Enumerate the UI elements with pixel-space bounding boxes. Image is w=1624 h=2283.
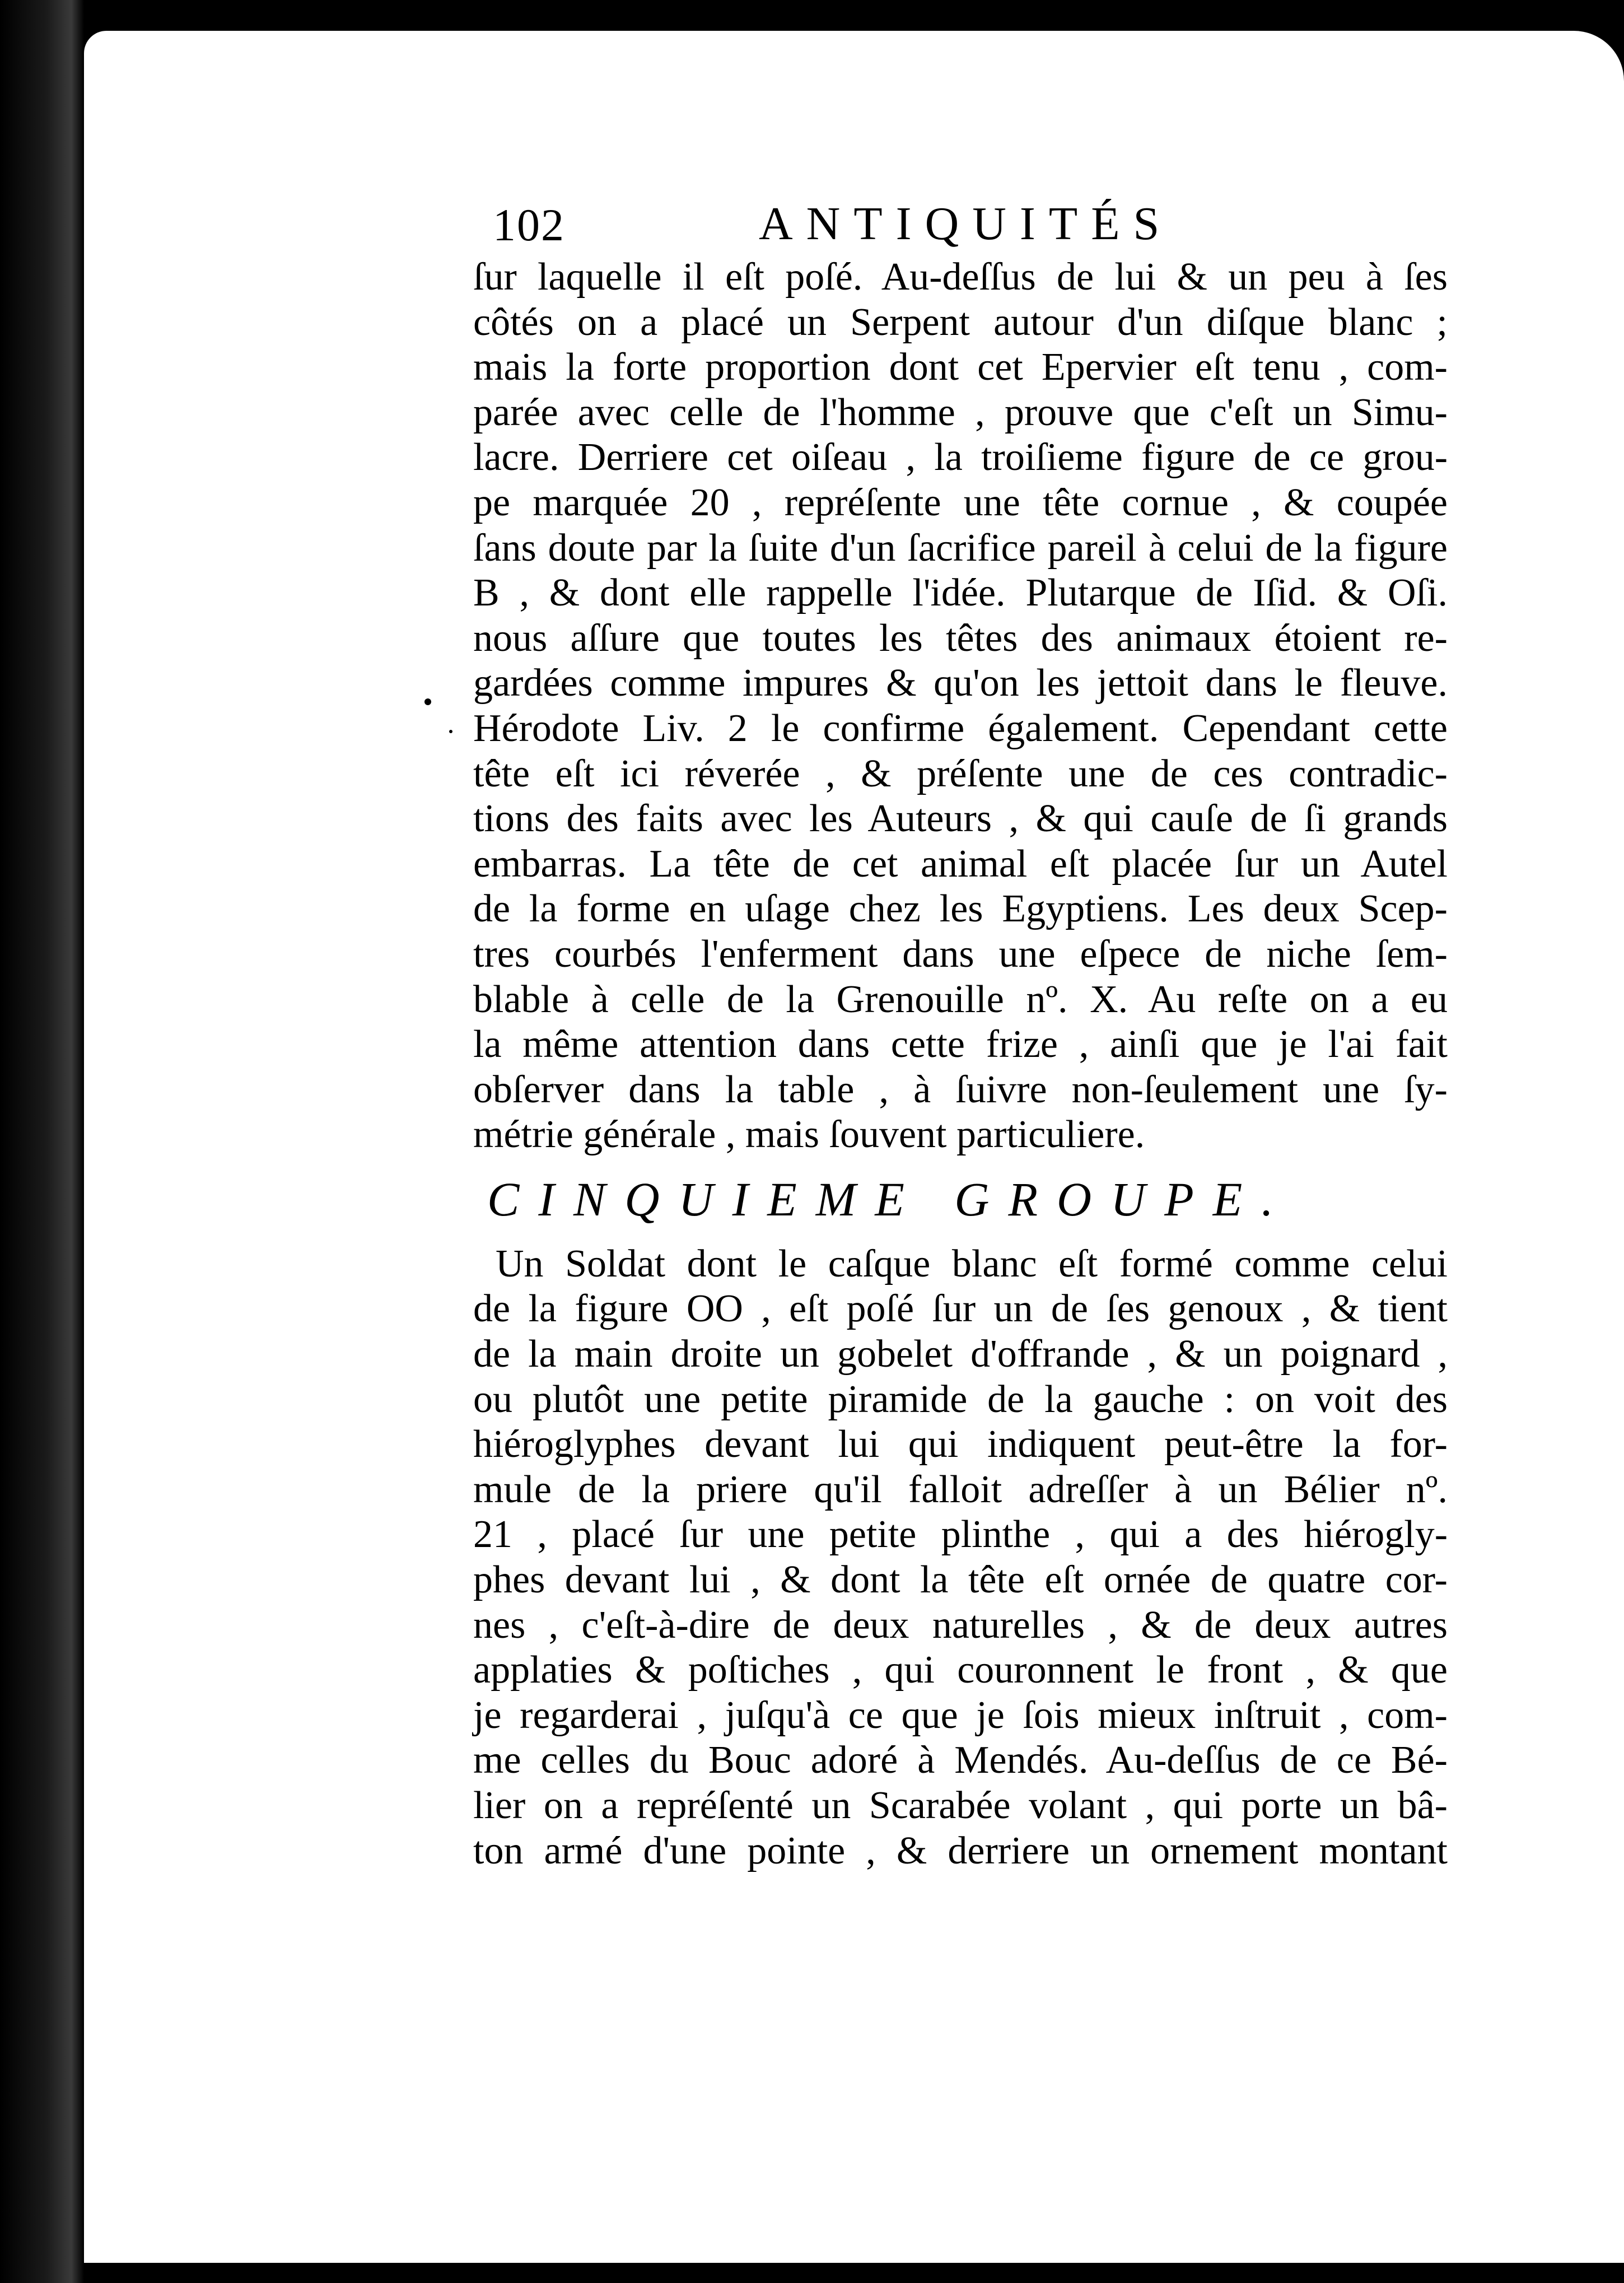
text-line: mais la forte proportion dont cet Epervier eſt tenu , com-	[473, 346, 1448, 389]
text-line: de la forme en uſage chez les Egyptiens. Les deux Scep-	[473, 887, 1448, 931]
text-line: mule de la priere qu'il falloit adreſſer à un Bélier nº.	[473, 1467, 1448, 1511]
text-line: de la figure OO , eſt poſé ſur un de ſes genoux , & tient	[473, 1287, 1448, 1331]
text-line: ſans doute par la ſuite d'un ſacrifice pareil à celui de la figure	[473, 526, 1448, 570]
text-line: B , & dont elle rappelle l'idée. Plutarque de Iſid. & Oſi.	[473, 571, 1448, 615]
text-line: je regarderai , juſqu'à ce que je ſois mieux inſtruit , com-	[473, 1693, 1448, 1737]
text-line: la même attention dans cette frize , ainſi que je l'ai fait	[473, 1023, 1448, 1066]
text-line: phes devant lui , & dont la tête eſt ornée de quatre cor-	[473, 1558, 1448, 1602]
text-line: Un Soldat dont le caſque blanc eſt formé comme celui	[496, 1242, 1448, 1285]
text-line: de la main droite un gobelet d'offrande , & un poignard ,	[473, 1332, 1448, 1376]
text-line: 21 , placé ſur une petite plinthe , qui a des hiérogly-	[473, 1513, 1448, 1557]
text-line: Hérodote Liv. 2 le confirme également. Cependant cette	[473, 706, 1448, 750]
text-line: embarras. La tête de cet animal eſt placée ſur un Autel	[473, 842, 1448, 886]
section-title: CINQUIEME GROUPE.	[487, 1172, 1292, 1226]
page-number: 102	[493, 199, 565, 250]
text-line: métrie générale , mais ſouvent particuliere.	[473, 1113, 1145, 1157]
text-line: nous aſſure que toutes les têtes des animaux étoient re-	[473, 616, 1448, 660]
text-line: côtés on a placé un Serpent autour d'un diſque blanc ;	[473, 300, 1448, 344]
text-line: blable à celle de la Grenouille nº. X. Au reſte on a eu	[473, 977, 1448, 1021]
text-line: pe marquée 20 , repréſente une tête cornue , & coupée	[473, 481, 1448, 524]
text-line: tions des faits avec les Auteurs , & qui cauſe de ſi grands	[473, 797, 1448, 841]
text-line: lacre. Derriere cet oiſeau , la troiſieme figure de ce grou-	[473, 436, 1448, 479]
text-line: nes , c'eſt-à-dire de deux naturelles , & de deux autres	[473, 1603, 1448, 1647]
running-head: ANTIQUITÉS	[759, 198, 1173, 250]
text-line: obſerver dans la table , à ſuivre non-ſeulement une ſy-	[473, 1068, 1448, 1111]
page-header	[493, 199, 1456, 260]
paragraph-1	[473, 255, 1448, 1158]
text-line: tête eſt ici réverée , & préſente une de ces contradic-	[473, 752, 1448, 795]
text-line: ſur laquelle il eſt poſé. Au-deſſus de lui & un peu à ſes	[473, 255, 1448, 299]
margin-mark	[449, 730, 452, 733]
text-line: tres courbés l'enferment dans une eſpece de niche ſem-	[473, 932, 1448, 976]
text-line: parée avec celle de l'homme , prouve que c'eſt un Simu-	[473, 390, 1448, 434]
text-line: ton armé d'une pointe , & derriere un ornement montant	[473, 1829, 1448, 1872]
text-line: ou plutôt une petite piramide de la gauche : on voit des	[473, 1377, 1448, 1421]
paragraph-2	[473, 1242, 1448, 1874]
text-line: gardées comme impures & qu'on les jettoit dans le fleuve.	[473, 661, 1448, 705]
text-line: hiéroglyphes devant lui qui indiquent peut-être la for-	[473, 1423, 1448, 1466]
body-text	[473, 255, 1448, 1874]
text-line: me celles du Bouc adoré à Mendés. Au-deſſus de ce Bé-	[473, 1739, 1448, 1782]
margin-mark	[424, 698, 431, 705]
text-line: applaties & poſtiches , qui couronnent le front , & que	[473, 1648, 1448, 1692]
scan-left-edge	[0, 0, 84, 2283]
text-line: lier on a repréſenté un Scarabée volant , qui porte un bâ-	[473, 1784, 1448, 1827]
